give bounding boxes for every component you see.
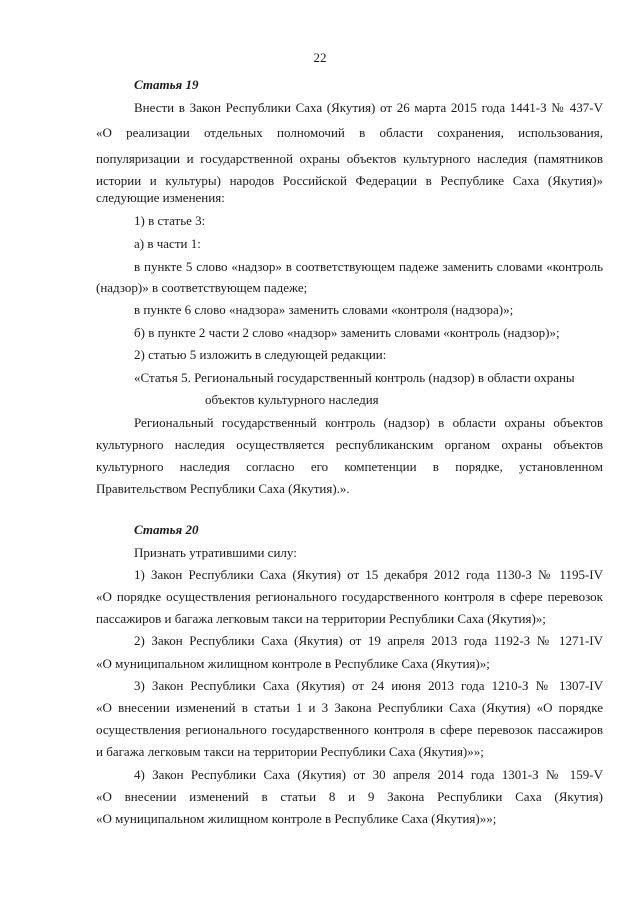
article-20-line: 1) Закон Республики Саха (Якутия) от 15 декабря 2012 года 1130-З № 1195-IV [134, 567, 603, 582]
article-20-line: «О внесении изменений в статьи 8 и 9 Закона Республики Саха (Якутия) [96, 789, 603, 804]
article-19-line: популяризации и государственной охраны объектов культурного наследия (памятников [96, 151, 603, 166]
article-19-line: объектов культурного наследия [205, 392, 379, 407]
article-20-line: Признать утратившими силу: [134, 545, 297, 560]
article-19-line: Региональный государственный контроль (надзор) в области охраны объектов [134, 415, 603, 430]
article-20-line: 2) Закон Республики Саха (Якутия) от 19 апреля 2013 года 1192-З № 1271-IV [134, 633, 603, 648]
article-19-line: в пункте 6 слово «надзора» заменить словами «контроля (надзора)»; [134, 302, 514, 317]
article-19-line: 1) в статье 3: [134, 213, 206, 228]
article-19-line: б) в пункте 2 части 2 слово «надзор» заменить словами «контроль (надзор)»; [134, 325, 560, 340]
article-20-line: пассажиров и багажа легковым такси на территории Республики Саха (Якутия)»; [96, 611, 546, 626]
article-20-line: 4) Закон Республики Саха (Якутия) от 30 апреля 2014 года 1301-З № 159-V [134, 767, 603, 782]
article-20-heading: Статья 20 [134, 522, 199, 537]
article-20-line: «О муниципальном жилищном контроле в Республике Саха (Якутия)»»; [96, 811, 497, 826]
article-19-line: в пункте 5 слово «надзор» в соответствующем падеже заменить словами «контроль [134, 259, 603, 274]
article-19-line: «Статья 5. Региональный государственный контроль (надзор) в области охраны [134, 370, 575, 385]
article-20-line: «О порядке осуществления регионального государственного контроля в сфере перевозок [96, 589, 603, 604]
article-19-line: 2) статью 5 изложить в следующей редакции: [134, 347, 387, 362]
article-20-line: 3) Закон Республики Саха (Якутия) от 24 июня 2013 года 1210-З № 1307-IV [134, 678, 603, 693]
article-19-line: а) в части 1: [134, 236, 201, 251]
article-19-line: Правительством Республики Саха (Якутия).». [96, 481, 350, 496]
article-20-line: осуществления регионального государственного контроля в сфере перевозок пассажиров [96, 722, 603, 737]
article-19-line: (надзор)» в соответствующем падеже; [96, 280, 308, 295]
article-19-line: «О реализации отдельных полномочий в области сохранения, использования, [96, 125, 603, 140]
article-20-line: «О внесении изменений в статьи 1 и 3 Закона Республики Саха (Якутия) «О порядке [96, 700, 603, 715]
article-20-line: и багажа легковым такси на территории Республики Саха (Якутия)»»; [96, 744, 484, 759]
article-19-line: Внести в Закон Республики Саха (Якутия) от 26 марта 2015 года 1441-З № 437-V [134, 100, 603, 115]
article-19-line: культурного наследия осуществляется республиканским органом охраны объектов [96, 437, 603, 452]
article-19-line: истории и культуры) народов Российской Федерации в Республике Саха (Якутия)» [96, 173, 603, 188]
article-20-line: «О муниципальном жилищном контроле в Республике Саха (Якутия)»; [96, 656, 490, 671]
page-number: 22 [313, 50, 327, 65]
article-19-line: следующие изменения: [96, 190, 225, 205]
article-19-line: культурного наследия согласно его компетенции в порядке, установленном [96, 459, 603, 474]
article-19-heading: Статья 19 [134, 77, 199, 92]
